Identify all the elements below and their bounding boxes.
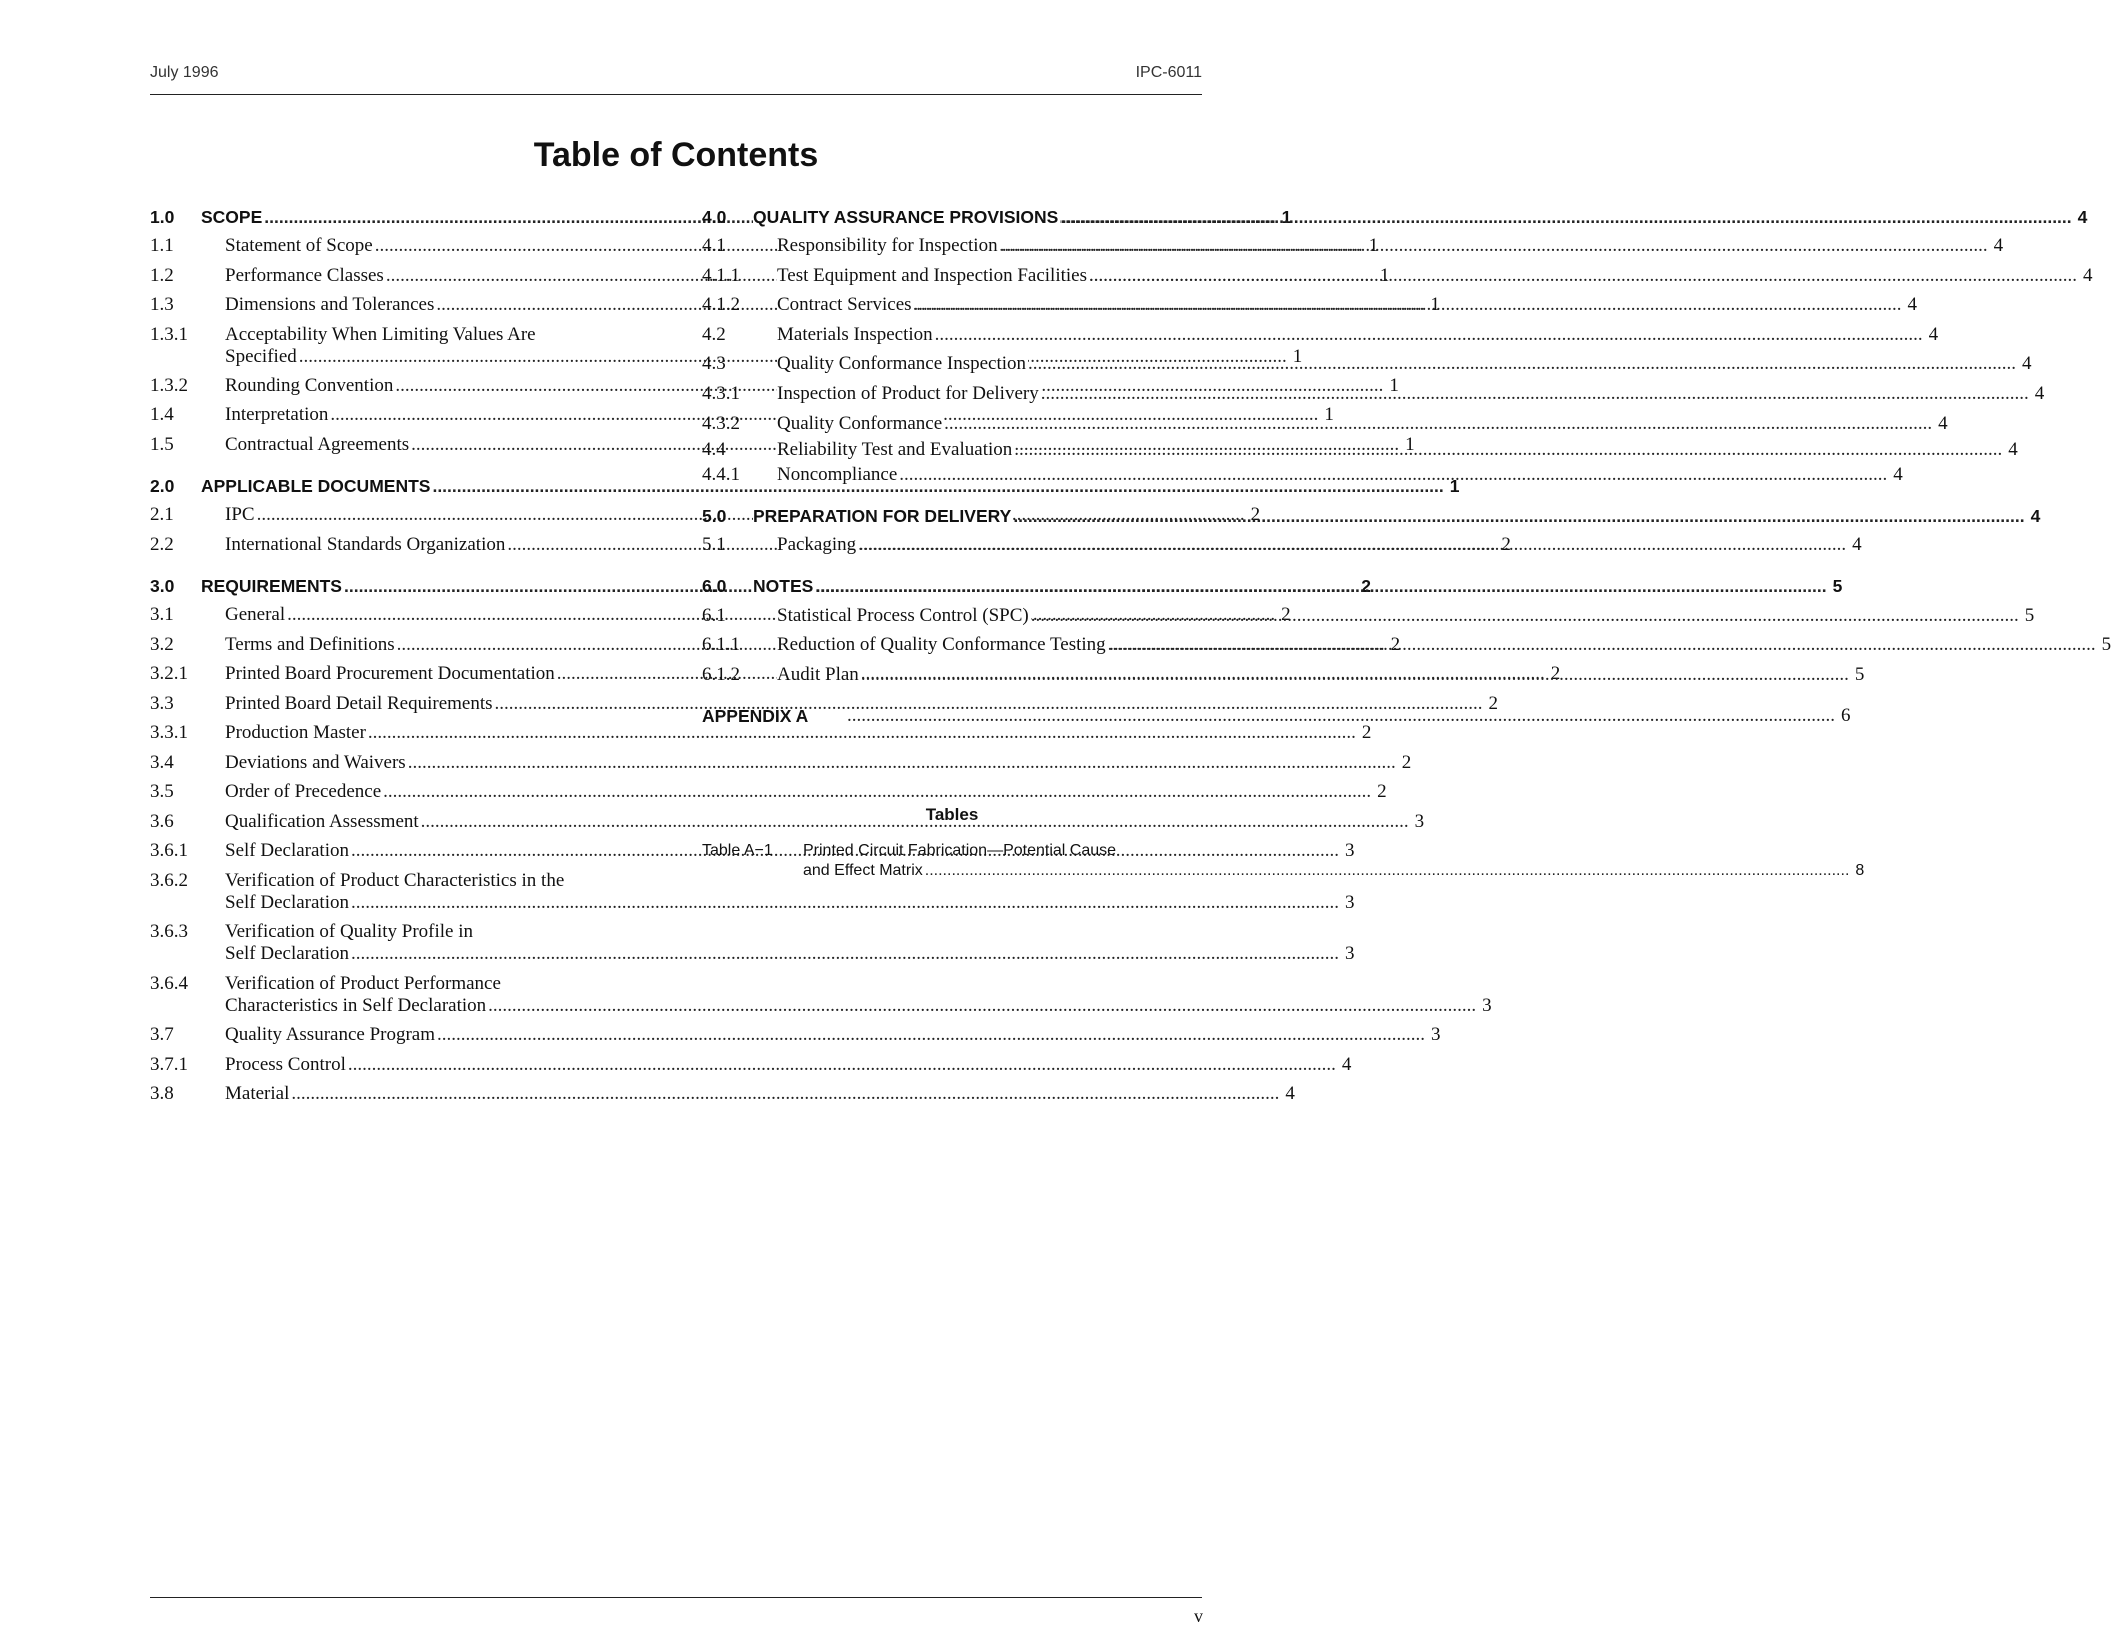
toc-title: Inspection of Product for Delivery <box>777 382 1039 404</box>
toc-number: 1.2 <box>150 264 174 286</box>
toc-title: Characteristics in Self Declaration <box>225 994 487 1016</box>
toc-number: 3.3 <box>150 692 174 714</box>
toc-number: 5.1 <box>702 534 726 555</box>
toc-leader <box>383 781 1371 803</box>
toc-title: Interpretation <box>225 404 329 425</box>
toc-title-line: Verification of Product Performance <box>225 972 501 994</box>
toc-entry[interactable] <box>150 1024 1441 1054</box>
table-title-line: Printed Circuit Fabrication—Potential Cause <box>803 842 1117 859</box>
toc-leader <box>1060 206 2071 228</box>
toc-entry[interactable] <box>150 475 1460 505</box>
toc-entry[interactable] <box>702 264 2093 295</box>
toc-page: 3 <box>1414 810 1425 832</box>
toc-leader <box>1089 265 2077 287</box>
toc-title: Reliability Test and Evaluation <box>777 438 1013 460</box>
toc-number: 1.3.1 <box>150 323 188 345</box>
toc-number: 3.0 <box>150 575 175 596</box>
tables-heading: Tables <box>925 805 979 824</box>
toc-page: 4 <box>1852 534 1862 555</box>
toc-number: 1.4 <box>150 404 174 425</box>
toc-title: Contractual Agreements <box>225 433 410 455</box>
toc-title: Specified <box>225 345 297 367</box>
toc-number: 6.1 <box>702 604 726 626</box>
toc-title: Statistical Process Control (SPC) <box>777 604 1029 626</box>
toc-page: 6 <box>1841 704 1851 726</box>
toc-page: 2 <box>1281 604 1291 625</box>
toc-leader <box>437 1024 1425 1046</box>
toc-title: Order of Precedence <box>225 781 382 802</box>
toc-number: 1.1 <box>150 235 174 256</box>
toc-title: Self Declaration <box>225 891 349 913</box>
toc-page: 2 <box>1550 663 1561 684</box>
toc-title: Printed Board Detail Requirements <box>225 692 493 714</box>
toc-page: 4 <box>1341 1053 1352 1075</box>
toc-title: Qualification Assessment <box>225 810 419 832</box>
toc-leader <box>488 995 1476 1017</box>
toc-title: REQUIREMENTS <box>201 575 342 596</box>
toc-page: 3 <box>1344 891 1355 913</box>
toc-number: 6.0 <box>702 576 727 596</box>
toc-number: 2.2 <box>150 533 174 555</box>
table-title: and Effect Matrix <box>803 862 923 879</box>
toc-number: 3.7.1 <box>150 1053 188 1075</box>
toc-leader <box>1000 235 1988 257</box>
toc-number: 4.1.2 <box>702 294 740 315</box>
toc-leader <box>914 294 1902 316</box>
toc-number: 3.6.2 <box>150 869 188 891</box>
toc-page: 5 <box>1832 576 1843 596</box>
toc-page: 5 <box>2024 604 2035 626</box>
toc-entry[interactable] <box>150 751 1412 782</box>
toc-number: 4.4 <box>702 438 726 460</box>
toc-number: 1.3.2 <box>150 374 188 396</box>
toc-leader <box>351 892 1339 914</box>
toc-title: International Standards Organization <box>225 533 506 555</box>
toc-entry-appendix[interactable] <box>702 704 1851 735</box>
toc-leader <box>1028 353 2016 375</box>
toc-number: 4.3.1 <box>702 382 740 404</box>
toc-page: 4 <box>1938 413 1948 434</box>
toc-entry[interactable] <box>150 921 1355 973</box>
toc-number: 3.3.1 <box>150 722 188 743</box>
toc-leader <box>291 1083 1279 1105</box>
toc-number: 3.4 <box>150 751 174 773</box>
header-document-id: IPC-6011 <box>1135 64 1202 81</box>
toc-entry[interactable] <box>150 1053 1352 1084</box>
toc-number: 3.8 <box>150 1083 174 1104</box>
toc-title: Material <box>225 1083 290 1104</box>
toc-number: 3.6 <box>150 810 174 832</box>
toc-page: 2 <box>1390 633 1401 655</box>
toc-page: 4 <box>1893 464 1903 485</box>
toc-number: 4.4.1 <box>702 464 740 485</box>
toc-entry[interactable] <box>150 722 1372 752</box>
toc-entry[interactable] <box>702 438 2018 465</box>
toc-leader <box>408 752 1396 774</box>
toc-number: 6.1.1 <box>702 634 740 655</box>
toc-page: 4 <box>2008 438 2018 460</box>
toc-title: Audit Plan <box>777 663 859 685</box>
toc-title: IPC <box>225 504 255 525</box>
toc-page: 3 <box>1431 1024 1441 1045</box>
toc-number: 3.2 <box>150 633 174 655</box>
toc-entry[interactable] <box>702 353 2032 383</box>
header-date: July 1996 <box>150 64 219 81</box>
toc-title: Process Control <box>225 1053 346 1075</box>
toc-table-entry[interactable] <box>702 841 1865 881</box>
toc-entry[interactable] <box>702 323 1939 354</box>
footer-rule <box>150 1597 1202 1598</box>
toc-entry[interactable] <box>702 464 1903 505</box>
toc-number: 1.3 <box>150 294 174 315</box>
toc-page: 4 <box>2077 207 2088 227</box>
toc-leader <box>815 575 1826 597</box>
toc-title-line: Verification of Product Characteristics in the <box>225 869 565 891</box>
toc-leader <box>925 861 1850 881</box>
toc-title: Responsibility for Inspection <box>777 235 998 256</box>
toc-number: 4.1.1 <box>702 264 740 286</box>
toc-title: Statement of Scope <box>225 235 373 256</box>
toc-number: 3.6.3 <box>150 921 188 942</box>
toc-entry[interactable] <box>702 575 1843 605</box>
toc-title: PREPARATION FOR DELIVERY <box>753 505 1012 526</box>
toc-number: 2.0 <box>150 475 175 496</box>
toc-leader <box>348 1054 1336 1076</box>
toc-leader <box>1041 383 2029 405</box>
toc-page: 1 <box>1430 294 1440 315</box>
toc-title: Performance Classes <box>225 264 384 286</box>
toc-title: Self Declaration <box>225 840 349 861</box>
toc-page: 5 <box>1854 663 1865 685</box>
table-number: Table A−1 <box>702 842 773 859</box>
toc-page: 4 <box>1993 235 2004 256</box>
toc-entry[interactable] <box>702 604 2035 635</box>
toc-page: 4 <box>1285 1083 1295 1104</box>
toc-page: 2 <box>1488 692 1499 714</box>
toc-page: 5 <box>2101 634 2111 655</box>
toc-page: 1 <box>1368 235 1379 256</box>
toc-entry[interactable] <box>702 413 1948 439</box>
toc-title: Rounding Convention <box>225 374 394 396</box>
toc-title-line: Acceptability When Limiting Values Are <box>225 323 536 345</box>
toc-page: 3 <box>1482 994 1492 1016</box>
toc-title: NOTES <box>753 576 814 596</box>
toc-page: 1 <box>1449 475 1460 496</box>
toc-number: 4.3 <box>702 353 726 374</box>
toc-page: 4 <box>1928 323 1939 345</box>
toc-page: 2 <box>1250 504 1261 525</box>
toc-title: Dimensions and Tolerances <box>225 294 435 315</box>
toc-page: 2 <box>1377 781 1387 802</box>
toc-title: General <box>225 604 286 625</box>
toc-leader <box>899 464 1887 486</box>
toc-page: 4 <box>2022 353 2032 374</box>
toc-title: Materials Inspection <box>777 323 933 345</box>
toc-number: 3.7 <box>150 1024 174 1045</box>
toc-number: 3.5 <box>150 781 174 802</box>
toc-page: 4 <box>2083 264 2093 286</box>
toc-page: 4 <box>2030 505 2041 526</box>
toc-number: 6.1.2 <box>702 663 740 685</box>
toc-page: 4 <box>1907 294 1918 315</box>
toc-page: 2 <box>1361 575 1372 596</box>
toc-page: 3 <box>1344 943 1355 964</box>
toc-number: 4.1 <box>702 235 726 256</box>
toc-leader <box>944 413 1932 435</box>
toc-page: 4 <box>2034 382 2045 404</box>
toc-page: 2 <box>1361 722 1372 743</box>
toc-page: 3 <box>1344 840 1355 861</box>
toc-title: Quality Conformance Inspection <box>777 353 1027 374</box>
toc-title: Deviations and Waivers <box>225 751 406 773</box>
toc-title: QUALITY ASSURANCE PROVISIONS <box>753 207 1059 227</box>
table-page: 8 <box>1855 862 1865 879</box>
toc-number: 1.0 <box>150 207 175 227</box>
page-title: Table of Contents <box>533 136 819 174</box>
toc-title: Quality Assurance Program <box>225 1024 436 1045</box>
toc-entry[interactable] <box>702 382 2045 414</box>
toc-title: SCOPE <box>201 207 263 227</box>
toc-page: 1 <box>1324 404 1334 425</box>
toc-page: 1 <box>1379 264 1390 286</box>
toc-page: 1 <box>1389 374 1399 396</box>
toc-title-line: Verification of Quality Profile in <box>225 921 473 942</box>
toc-entry[interactable] <box>702 294 1918 324</box>
toc-page: 2 <box>1501 533 1511 555</box>
toc-entry[interactable] <box>702 206 2088 235</box>
toc-number: 3.1 <box>150 604 174 625</box>
toc-page: 2 <box>1401 751 1412 773</box>
toc-number: 4.0 <box>702 207 727 227</box>
toc-number: 1.5 <box>150 433 174 455</box>
toc-number: 3.6.1 <box>150 840 188 861</box>
toc-title: Packaging <box>777 534 857 555</box>
toc-leader <box>858 534 1846 556</box>
toc-title: Printed Board Procurement Documentation <box>225 663 555 684</box>
toc-number: 2.1 <box>150 504 174 525</box>
toc-title: APPENDIX A <box>702 705 809 726</box>
toc-page: 1 <box>1281 207 1292 227</box>
toc-entry[interactable] <box>150 781 1387 811</box>
toc-title: Noncompliance <box>777 464 898 485</box>
toc-title: Quality Conformance <box>777 413 943 434</box>
toc-leader <box>1014 439 2002 461</box>
toc-leader <box>351 943 1339 965</box>
toc-leader <box>861 664 1849 686</box>
running-header <box>150 62 1202 95</box>
toc-entry[interactable] <box>702 663 1865 705</box>
toc-entry[interactable] <box>702 634 2111 664</box>
toc-number: 5.0 <box>702 505 727 526</box>
toc-entry[interactable] <box>702 534 1862 575</box>
toc-leader <box>935 324 1923 346</box>
toc-page: 1 <box>1405 433 1415 455</box>
toc-right-column <box>702 206 2111 734</box>
toc-leader <box>1031 605 2019 627</box>
toc-number: 4.3.2 <box>702 413 740 434</box>
toc-title: APPLICABLE DOCUMENTS <box>201 475 431 496</box>
toc-leader <box>1013 505 2024 527</box>
page-folio: v <box>1194 1606 1203 1626</box>
toc-number: 3.6.4 <box>150 972 188 994</box>
toc-title: Self Declaration <box>225 943 349 964</box>
toc-leader <box>847 705 1835 727</box>
toc-title: Reduction of Quality Conformance Testing <box>777 634 1106 655</box>
toc-entry[interactable] <box>702 505 2041 535</box>
toc-entry[interactable] <box>150 972 1492 1025</box>
toc-entry[interactable] <box>702 235 2004 265</box>
toc-title: Terms and Definitions <box>225 633 395 655</box>
toc-number: 4.2 <box>702 323 726 345</box>
toc-entry[interactable] <box>150 1083 1295 1113</box>
toc-page: 1 <box>1292 345 1303 367</box>
toc-number: 3.2.1 <box>150 663 188 684</box>
toc-leader <box>1108 634 2096 656</box>
toc-title: Production Master <box>225 722 366 743</box>
toc-title: Test Equipment and Inspection Facilities <box>777 264 1087 286</box>
toc-title: Contract Services <box>777 294 912 315</box>
